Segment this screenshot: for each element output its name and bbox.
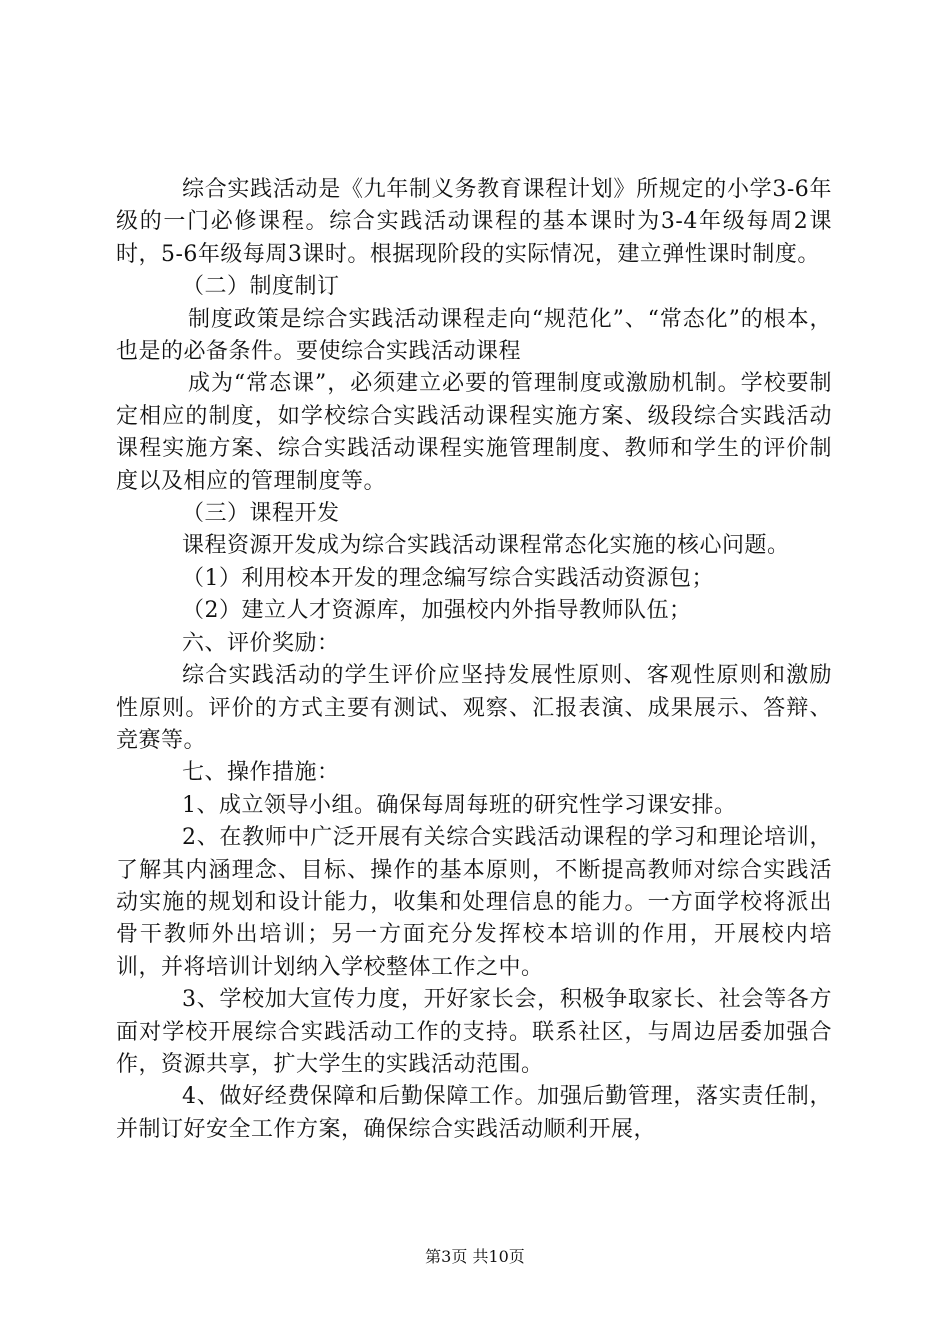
list-item: （2）建立人才资源库，加强校内外指导教师队伍； xyxy=(182,598,692,624)
paragraph: 成为“常态课”，必须建立必要的管理制度或激励机制。学校要制定相应的制度，如学校综合实践活动课程实施方案、级段综合实践活动课程实施方案、综合实践活动课程实施管理制度、教师和学生的评价制度以及相应的管理制度等。 xyxy=(116,371,832,494)
section-heading: 七、操作措施： xyxy=(182,760,340,786)
paragraph: 综合实践活动是《九年制义务教育课程计划》所规定的小学3-6年级的一门必修课程。综合实践活动课程的基本课时为3-4年级每周2课时，5-6年级每周3课时。根据现阶段的实际情况，建立弹性课时制度。 xyxy=(116,177,832,267)
section-heading: 六、评价奖励： xyxy=(182,630,340,656)
list-item: 3、学校加大宣传力度，开好家长会，积极争取家长、社会等各方面对学校开展综合实践活动工作的支持。联系社区，与周边居委加强合作，资源共享，扩大学生的实践活动范围。 xyxy=(116,987,832,1077)
section-heading: （二）制度制订 xyxy=(182,274,340,300)
section-heading: （三）课程开发 xyxy=(182,501,340,527)
body-text xyxy=(116,174,832,1146)
paragraph: 课程资源开发成为综合实践活动课程常态化实施的核心问题。 xyxy=(182,533,790,559)
list-item: （1）利用校本开发的理念编写综合实践活动资源包； xyxy=(182,565,714,591)
list-item: 4、做好经费保障和后勤保障工作。加强后勤管理，落实责任制，并制订好安全工作方案，确保综合实践活动顺利开展， xyxy=(116,1084,832,1142)
paragraph: 综合实践活动的学生评价应坚持发展性原则、客观性原则和激励性原则。评价的方式主要有测试、观察、汇报表演、成果展示、答辩、竞赛等。 xyxy=(116,663,832,753)
list-item: 1、成立领导小组。确保每周每班的研究性学习课安排。 xyxy=(182,792,737,818)
page-footer: 第3页 共10页 xyxy=(425,1247,525,1266)
paragraph: 制度政策是综合实践活动课程走向“规范化”、“常态化”的根本，也是的必备条件。要使综合实践活动课程 xyxy=(116,306,832,365)
list-item: 2、在教师中广泛开展有关综合实践活动课程的学习和理论培训，了解其内涵理念、目标、操作的基本原则，不断提高教师对综合实践活动实施的规划和设计能力，收集和处理信息的能力。一方面学校将派出骨干教师外出培训；另一方面充分发挥校本培训的作用，开展校内培训，并将培训计划纳入学校整体工作之中。 xyxy=(116,825,832,980)
